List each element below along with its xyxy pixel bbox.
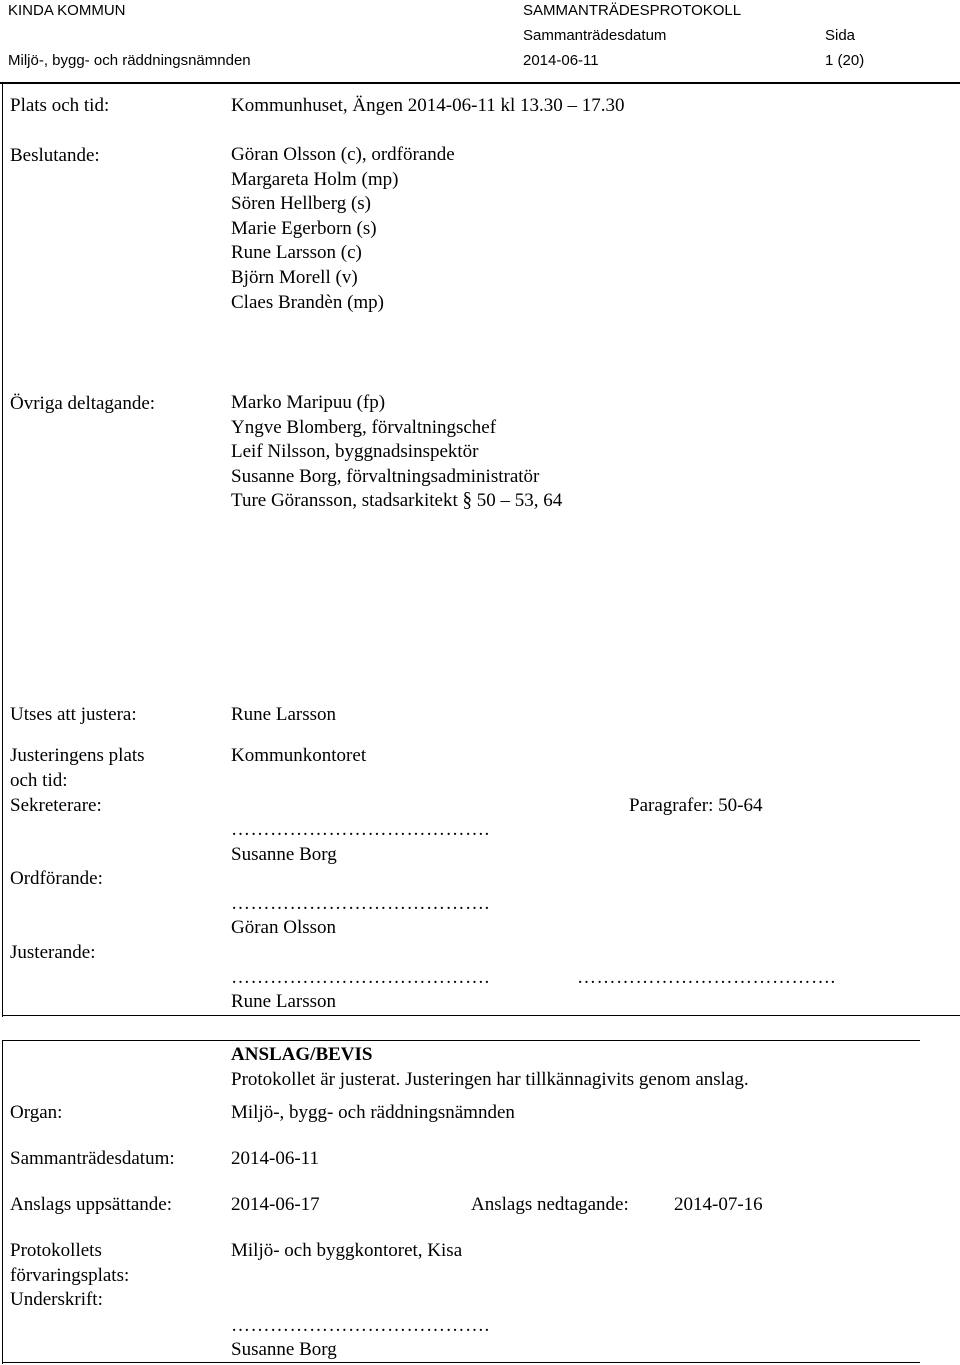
removed-date-label: Anslags nedtagande: (471, 1194, 629, 1215)
decider-item: Sören Hellberg (s) (231, 193, 372, 215)
notice-bottom-border (2, 1362, 920, 1363)
box-bottom-border (2, 1015, 960, 1016)
architect-name: Ture Göransson, stadsarkitekt (231, 490, 458, 512)
deciders-label: Beslutande: (10, 145, 100, 166)
adjustment-place-label-line2: och tid: (10, 770, 68, 791)
other-participants-list (231, 391, 562, 514)
participant-item: Marko Maripuu (fp) (231, 392, 386, 413)
notice-left-border (2, 1040, 3, 1364)
header-divider (0, 82, 960, 84)
meeting-date: 2014-06-11 (523, 52, 599, 69)
box-left-border (2, 83, 3, 1017)
place-time-value: Kommunhuset, Ängen 2014-06-11 kl 13.30 – 17.30 (231, 95, 625, 116)
chair-name: Göran Olsson (231, 917, 337, 938)
secretary-name: Susanne Borg (231, 844, 337, 865)
participant-item: Leif Nilsson, byggnadsinspektör (231, 441, 479, 463)
storage-label-line2: förvaringsplats: (10, 1265, 130, 1286)
posted-date-value: 2014-06-17 (231, 1194, 320, 1215)
municipality-name: KINDA KOMMUN (8, 2, 126, 19)
notice-signer-name: Susanne Borg (231, 1339, 337, 1360)
notice-top-border (2, 1040, 920, 1041)
decider-item: Claes Brandèn (mp) (231, 291, 385, 313)
section-sign-icon: § (462, 489, 472, 513)
decider-item: Rune Larsson (c) (231, 242, 362, 264)
paragraphs-range: Paragrafer: 50-64 (629, 795, 763, 816)
decider-item: Björn Morell (v) (231, 266, 358, 288)
secretary-signature-line: …………………………………. (231, 819, 490, 840)
adjuster-label: Justerande: (10, 942, 96, 963)
participant-item: Yngve Blomberg, förvaltningschef (231, 416, 497, 438)
chair-label: Ordförande: (10, 868, 103, 889)
notice-text: Protokollet är justerat. Justeringen har tillkännagivits genom anslag. (231, 1069, 749, 1090)
organ-value: Miljö-, bygg- och räddningsnämnden (231, 1102, 515, 1123)
page-number: 1 (20) (825, 52, 865, 69)
meeting-date-label: Sammanträdesdatum (523, 27, 667, 44)
architect-sections: 50 – 53, 64 (476, 490, 563, 512)
deciders-list (231, 143, 455, 315)
signature-label: Underskrift: (10, 1289, 103, 1310)
document-type: SAMMANTRÄDESPROTOKOLL (523, 2, 742, 19)
participant-item-architect (231, 489, 562, 514)
removed-date-value: 2014-07-16 (674, 1194, 763, 1215)
place-time-label: Plats och tid: (10, 95, 110, 116)
decider-item: Göran Olsson (c), ordförande (231, 144, 455, 165)
storage-label-line1: Protokollets (10, 1240, 102, 1261)
other-participants-label: Övriga deltagande: (10, 393, 156, 414)
notice-meeting-date-value: 2014-06-11 (231, 1148, 319, 1169)
adjustment-place-value: Kommunkontoret (231, 745, 367, 766)
organ-label: Organ: (10, 1102, 63, 1123)
notice-meeting-date-label: Sammanträdesdatum: (10, 1148, 175, 1169)
chair-signature-line: …………………………………. (231, 893, 490, 914)
storage-value: Miljö- och byggkontoret, Kisa (231, 1240, 463, 1261)
adjuster-name: Rune Larsson (231, 991, 337, 1012)
decider-item: Marie Egerborn (s) (231, 217, 377, 239)
second-signature-line: …………………………………. (577, 967, 836, 988)
appointed-adjuster-label: Utses att justera: (10, 704, 137, 725)
notice-title: ANSLAG/BEVIS (231, 1044, 373, 1065)
posted-date-label: Anslags uppsättande: (10, 1194, 173, 1215)
secretary-label: Sekreterare: (10, 795, 102, 816)
appointed-adjuster-value: Rune Larsson (231, 704, 337, 725)
decider-item: Margareta Holm (mp) (231, 168, 399, 190)
notice-signature-line: …………………………………. (231, 1315, 490, 1336)
adjustment-place-label-line1: Justeringens plats (10, 745, 145, 766)
participant-item: Susanne Borg, förvaltningsadministratör (231, 465, 540, 487)
adjuster-signature-line: …………………………………. (231, 967, 490, 988)
committee-name: Miljö-, bygg- och räddningsnämnden (8, 52, 251, 69)
page-label: Sida (825, 27, 856, 44)
